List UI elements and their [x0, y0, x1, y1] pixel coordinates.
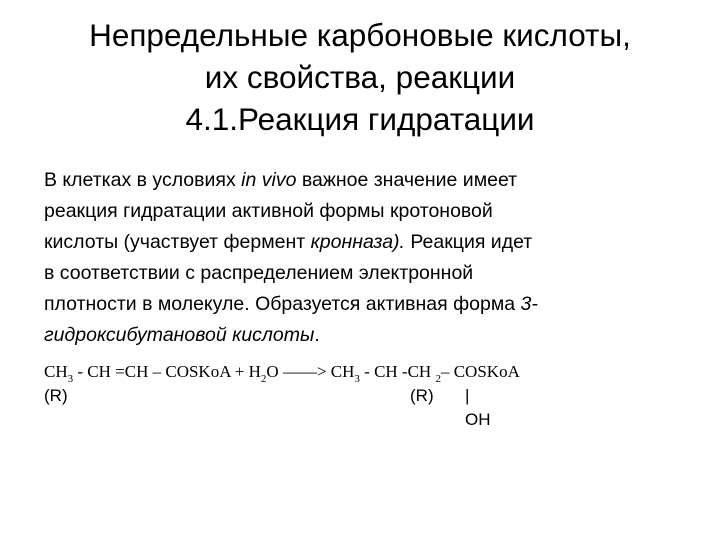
slide-title [0, 14, 720, 140]
body-line-4: в соответствии с распределением электронной [44, 262, 474, 284]
subscript: 2 [435, 373, 441, 385]
body-text-span: Реакция идет [404, 231, 533, 253]
equation-line [44, 362, 520, 385]
equation-text: CH [44, 362, 68, 381]
body-text-span: важное значение имеет [296, 169, 518, 191]
body-text-span: . [314, 324, 320, 346]
r-config-left: (R) [44, 386, 68, 405]
body-line-2: реакция гидратации активной формы кротоновой [44, 200, 493, 222]
body-line-5 [44, 289, 694, 320]
subscript: 2 [260, 373, 267, 385]
in-vivo-italic: in vivo [241, 169, 297, 191]
body-text-span: плотности в молекуле. Образуется активная форма [44, 293, 521, 315]
subscript: 3 [354, 373, 360, 385]
body-line-1 [44, 165, 694, 196]
product-name-italic: 3- [520, 293, 538, 315]
equation-text: CH [330, 362, 355, 381]
title-line-1: Непредельные карбоновые кислоты, [89, 17, 631, 53]
body-paragraph [44, 165, 694, 351]
hydroxyl-group: OH [465, 410, 491, 429]
equation-text: – COSKoA [440, 362, 520, 381]
reaction-equation [44, 362, 704, 442]
equation-text: - CH -CH [359, 362, 436, 381]
equation-text: - CH =CH – COSKoA + H [73, 362, 261, 381]
equation-text: O [266, 362, 279, 381]
bond-line: | [465, 386, 470, 405]
product-name-italic: гидроксибутановой кислоты [44, 324, 315, 346]
title-line-3: 4.1.Реакция гидратации [185, 101, 535, 137]
subscript: 3 [67, 373, 74, 385]
body-text-span: В клетках в условиях [44, 169, 242, 191]
title-line-2: их свойства, реакции [204, 59, 516, 95]
body-text-span: кислоты (участвует фермент [44, 231, 311, 253]
body-line-6 [44, 320, 694, 351]
enzyme-name-italic: кронназа). [310, 231, 405, 253]
reaction-arrow: ——> [278, 362, 331, 381]
body-line-3 [44, 227, 694, 258]
r-config-right: (R) [410, 386, 434, 405]
